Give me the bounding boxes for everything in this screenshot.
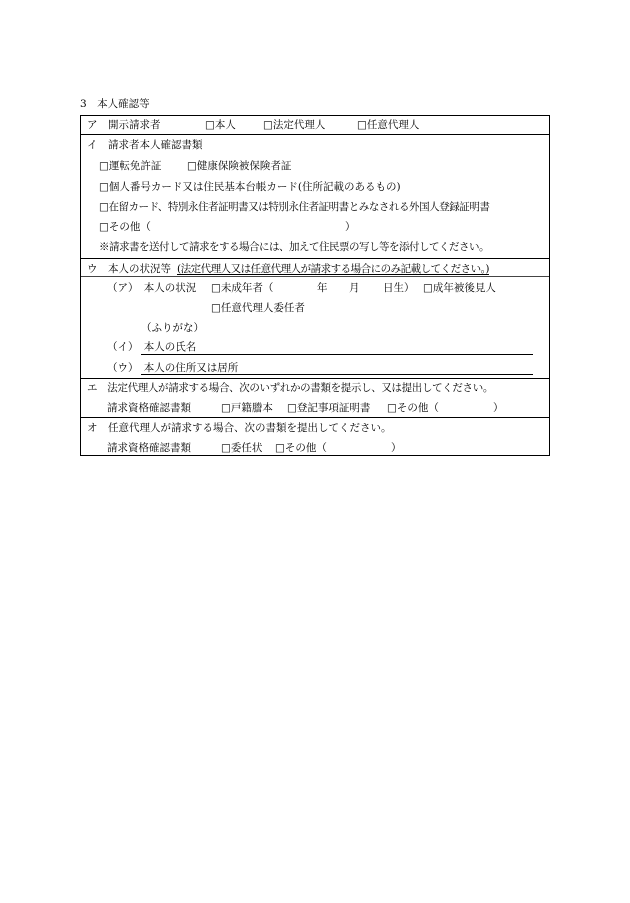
power-of-attorney-checkbox[interactable]: □委任状 [221,442,263,454]
birth-year-label: 年 [317,282,328,294]
other-id-close-paren: ） [345,221,356,233]
voluntary-agent-docs-label: 請求資格確認書類 [107,442,191,454]
other-id-checkbox[interactable]: □その他（ [99,221,151,233]
residence-card-checkbox[interactable]: □在留カード、特別永住者証明書又は特別永住者証明書とみなされる外国人登録証明書 [99,201,490,213]
row-divider [81,258,549,259]
voluntary-agent-other-checkbox[interactable]: □その他（ [275,442,327,454]
registry-certificate-checkbox[interactable]: □登記事項証明書 [287,402,371,414]
birth-month-label: 月 [349,282,360,294]
voluntary-agent-other-close-paren: ） [391,442,402,454]
legal-agent-instruction: エ 法定代理人が請求する場合、次のいずれかの書類を提示し、又は提出してください。 [87,382,493,394]
row-divider [81,134,549,135]
requester-self-checkbox[interactable]: □本人 [205,119,236,131]
principal-address-field[interactable] [141,374,533,375]
section-title: 3 本人確認等 [80,98,150,110]
requester-legal-agent-checkbox[interactable]: □法定代理人 [263,119,326,131]
minor-checkbox[interactable]: □未成年者（ [211,282,274,294]
requester-label: ア 開示請求者 [87,119,161,131]
birth-day-label: 日生） [383,282,415,294]
adult-ward-checkbox[interactable]: □成年被後見人 [423,282,496,294]
principal-address-label: （ウ） 本人の住所又は居所 [107,362,239,374]
row-divider [81,276,549,277]
id-documents-label: イ 請求者本人確認書類 [87,139,203,151]
principal-name-label: （イ） 本人の氏名 [107,341,197,353]
voluntary-delegator-checkbox[interactable]: □任意代理人委任者 [211,302,305,314]
principal-name-field[interactable] [141,354,533,355]
legal-agent-docs-label: 請求資格確認書類 [107,402,191,414]
health-insurance-card-checkbox[interactable]: □健康保険被保険者証 [187,160,292,172]
identity-confirmation-form [80,115,550,456]
row-divider [81,378,549,379]
principal-status-sublabel: （ア） 本人の状況 [107,282,197,294]
requester-voluntary-agent-checkbox[interactable]: □任意代理人 [357,119,420,131]
mail-request-note: ※請求書を送付して請求をする場合には、加えて住民票の写し等を添付してください。 [99,241,489,253]
furigana-label: （ふりがな） [141,322,204,334]
principal-status-note: (法定代理人又は任意代理人が請求する場合にのみ記載してください。) [177,263,489,275]
row-divider [81,417,549,418]
family-register-checkbox[interactable]: □戸籍謄本 [221,402,273,414]
legal-agent-other-close-paren: ） [493,402,504,414]
principal-status-label: ウ 本人の状況等 [87,263,171,275]
my-number-card-checkbox[interactable]: □個人番号カード又は住民基本台帳カード(住所記載のあるもの) [99,181,401,193]
voluntary-agent-instruction: オ 任意代理人が請求する場合、次の書類を提出してください。 [87,422,392,434]
legal-agent-other-checkbox[interactable]: □その他（ [387,402,439,414]
drivers-license-checkbox[interactable]: □運転免許証 [99,160,162,172]
